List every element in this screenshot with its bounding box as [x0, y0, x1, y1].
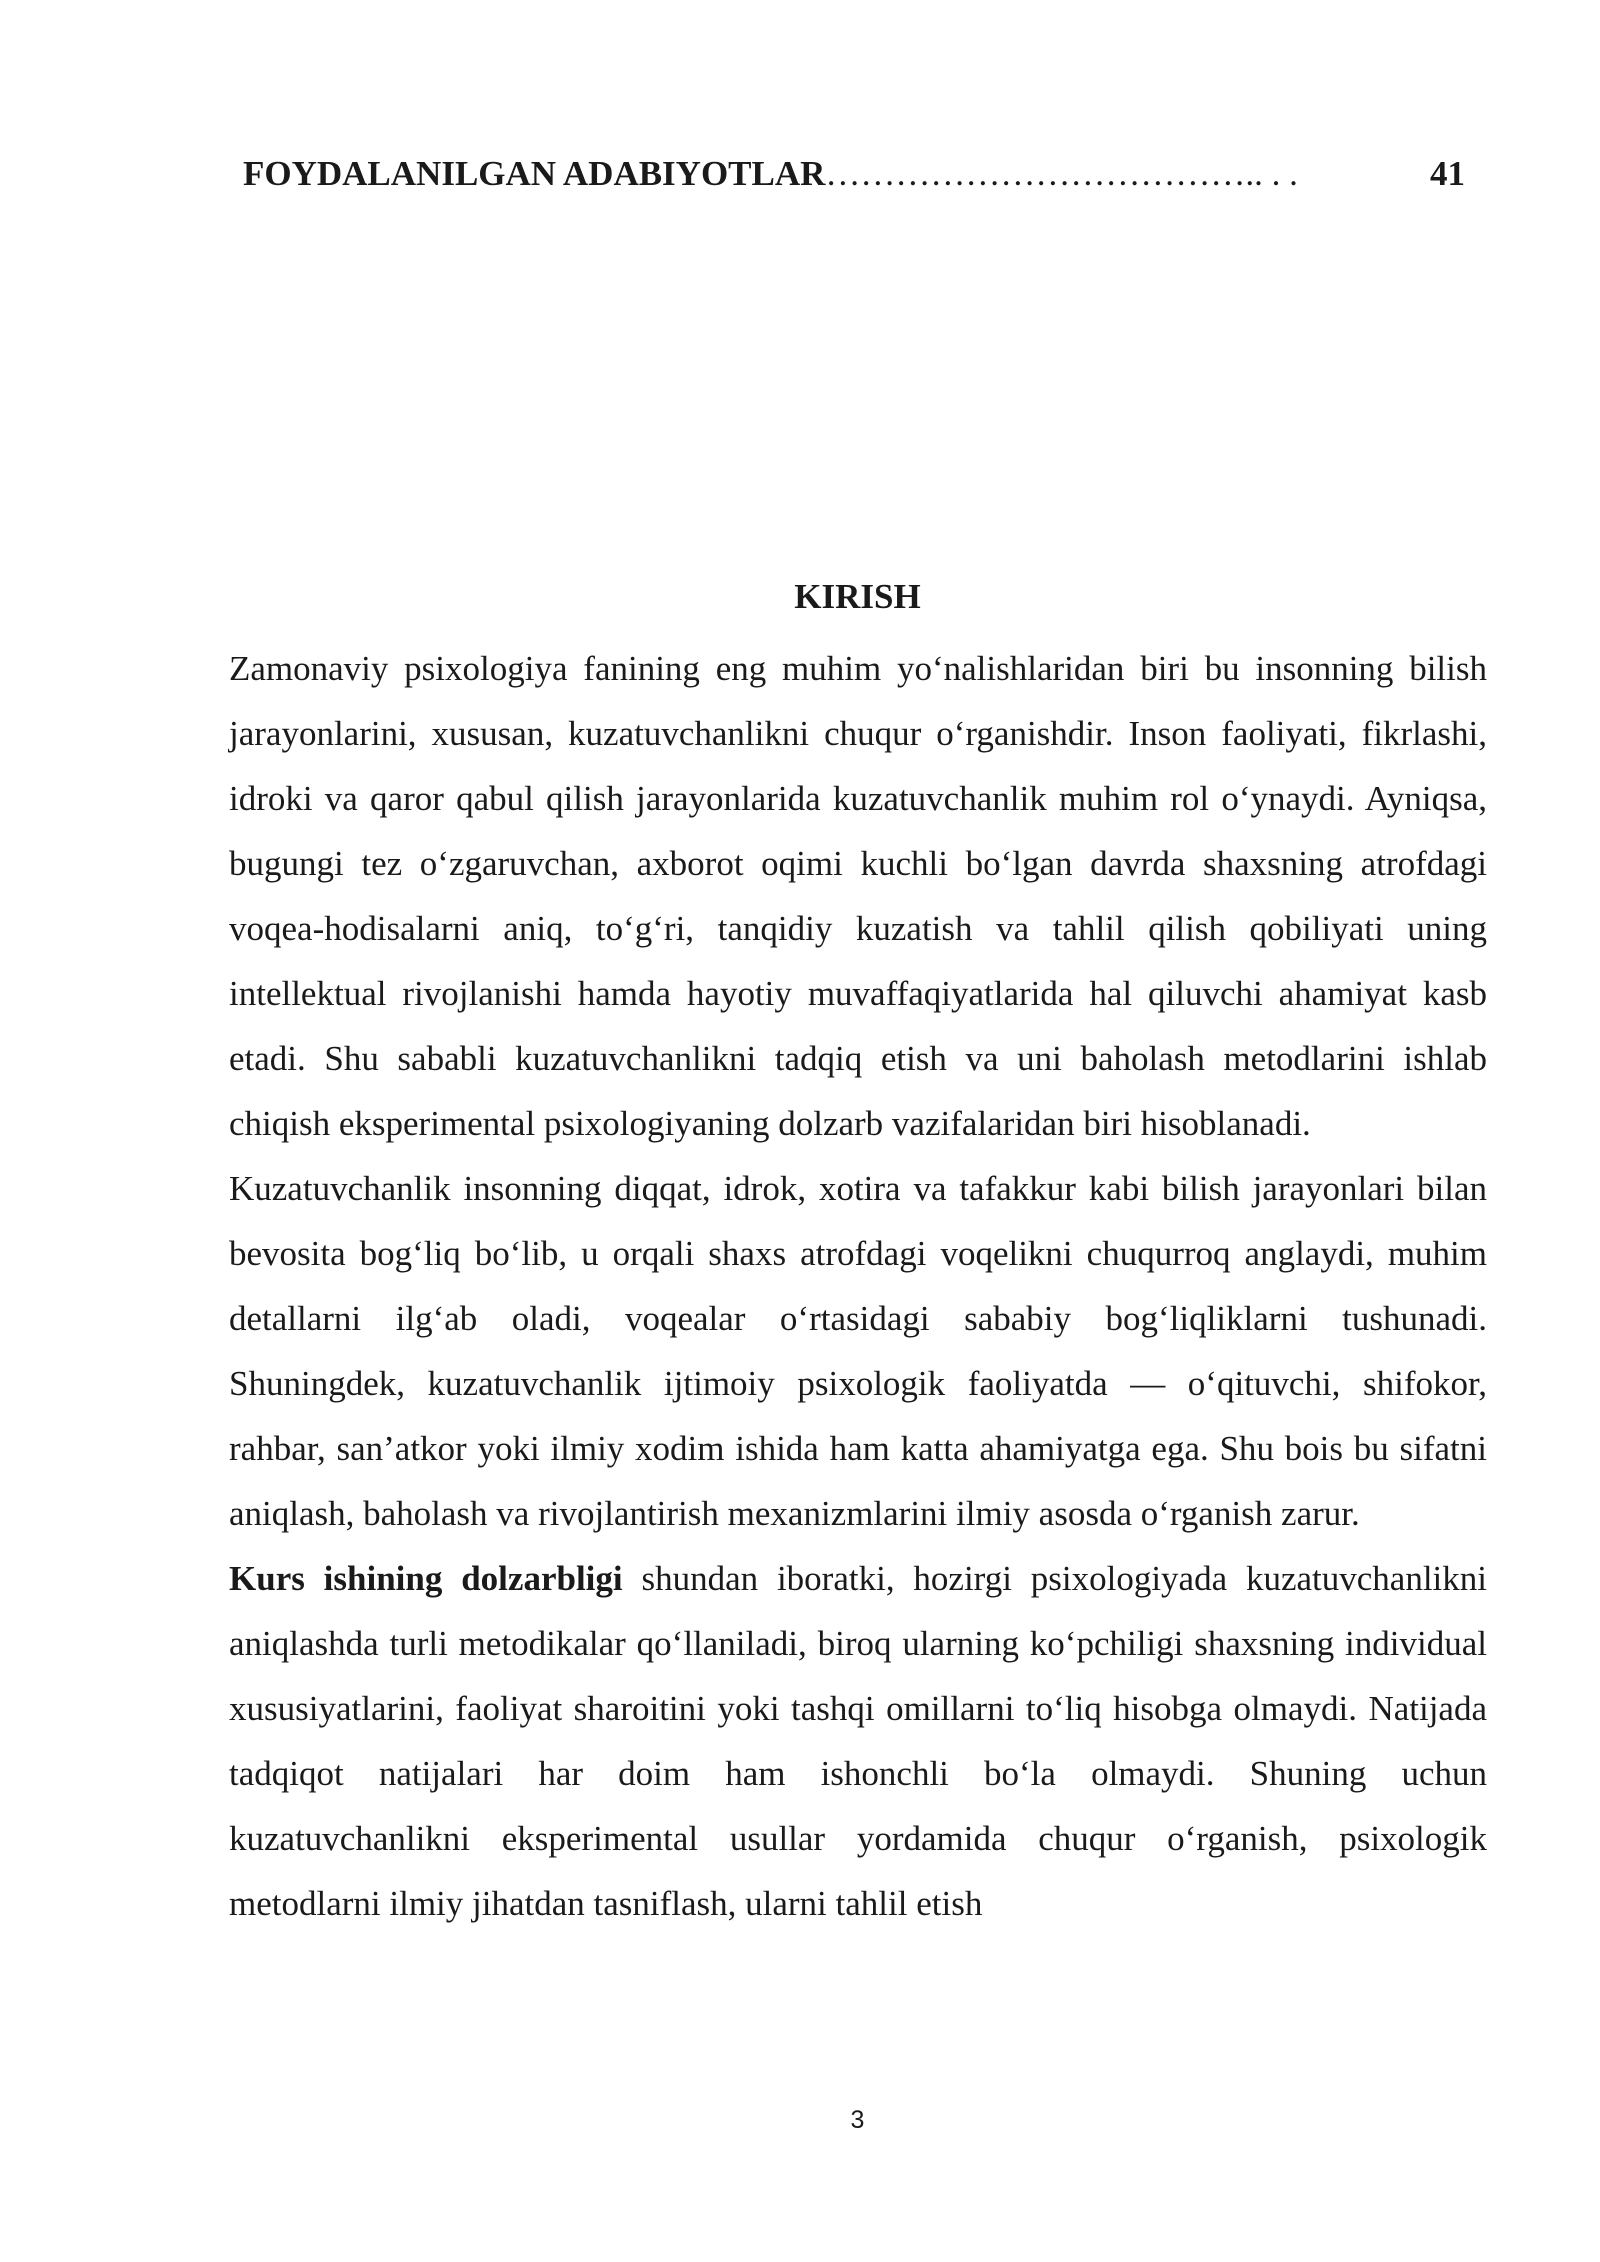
- paragraph-3: [229, 1546, 1487, 1936]
- section-heading: KIRISH: [794, 577, 921, 616]
- body-text: [229, 636, 1487, 1936]
- toc-entry-leader: ……………………………….. . .: [825, 154, 1298, 193]
- paragraph-2: Kuzatuvchanlik insonning diqqat, idrok, xotira va tafakkur kabi bilish jarayonlari bilan bevosita bog‘liq bo‘lib, u orqali shaxs atrofdagi voqelikni chuqurroq anglaydi, muhim detallarni ilg‘ab oladi, voqealar o‘rtasidagi sababiy bog‘liqliklarni tushunadi. Shuningdek, kuzatuvchanlik ijtimoiy psixologik faoliyatda — o‘qituvchi, shifokor, rahbar, san’atkor yoki ilmiy xodim ishida ham katta ahamiyatga ega. Shu bois bu sifatni aniqlash, baholash va rivojlantirish mexanizmlarini ilmiy asosda o‘rganish zarur.: [229, 1169, 1487, 1533]
- page-number: 3: [850, 2106, 865, 2134]
- paragraph-3-lead: Kurs ishining dolzarbligi: [229, 1559, 623, 1598]
- toc-entry-page: 41: [1424, 152, 1465, 196]
- paragraph-1: Zamonaviy psixologiya fanining eng muhim yo‘nalishlaridan biri bu insonning bilish jarayonlarini, xususan, kuzatuvchanlikni chuqur o‘rganishdir. Inson faoliyati, fikrlashi, idroki va qaror qabul qilish jarayonlarida kuzatuvchanlik muhim rol o‘ynaydi. Ayniqsa, bugungi tez o‘zgaruvchan, axborot oqimi kuchli bo‘lgan davrda shaxsning atrofdagi voqea-hodisalarni aniq, to‘g‘ri, tanqidiy kuzatish va tahlil qilish qobiliyati uning intellektual rivojlanishi hamda hayotiy muvaffaqiyatlarida hal qiluvchi ahamiyat kasb etadi. Shu sababli kuzatuvchanlikni tadqiq etish va uni baholash metodlarini ishlab chiqish eksperimental psixologiyaning dolzarb vazifalaridan biri hisoblanadi.: [229, 649, 1487, 1143]
- toc-entry-title: FOYDALANILGAN ADABIYOTLAR: [243, 154, 826, 193]
- toc-entry: [243, 152, 1465, 196]
- paragraph-3-text: shundan iboratki, hozirgi psixologiyada kuzatuvchanlikni aniqlashda turli metodikalar qo‘llaniladi, biroq ularning ko‘pchiligi shaxsning individual xususiyatlarini, faoliyat sharoitini yoki tashqi omillarni to‘liq hisobga olmaydi. Natijada tadqiqot natijalari har doim ham ishonchli bo‘la olmaydi. Shuning uchun kuzatuvchanlikni eksperimental usullar yordamida chuqur o‘rganish, psixologik metodlarni ilmiy jihatdan tasniflash, ularni tahlil etish: [229, 1559, 1488, 1923]
